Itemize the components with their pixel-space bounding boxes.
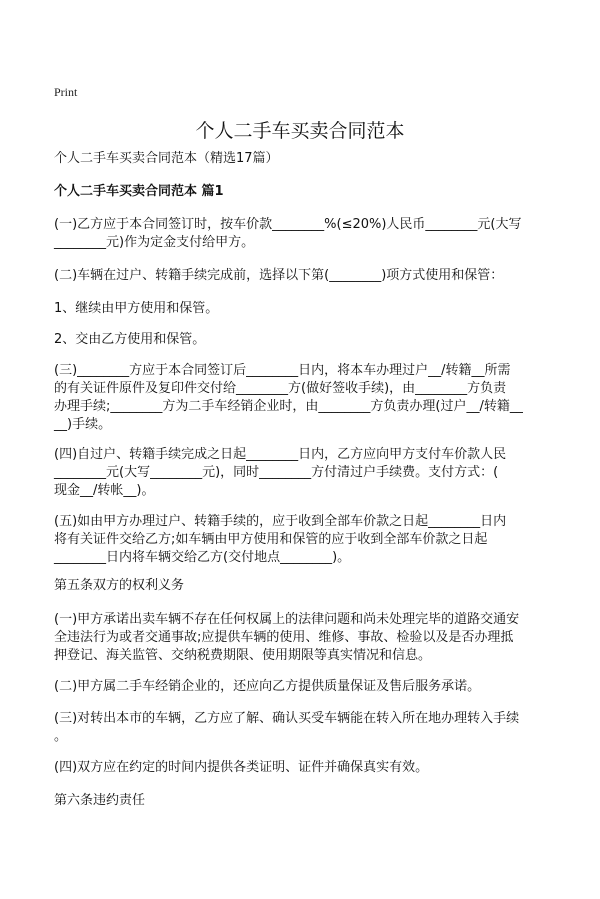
paragraph-line: 办理手续;________方为二手车经销企业时，由________方负责办理(过户__/转籍__	[54, 399, 523, 414]
paragraph-line: (四)双方应在约定的时间内提供各类证明、证件并确保真实有效。	[54, 760, 429, 775]
paragraph-line: 押登记、海关监管、交纳税费期限、使用期限等真实情况和信息。	[54, 648, 432, 663]
paragraph-line: (一)甲方承诺出卖车辆不存在任何权属上的法律问题和尚未处理完毕的道路交通安	[54, 612, 520, 627]
section-heading: 个人二手车买卖合同范本 篇1	[54, 184, 224, 199]
section-label: 第五条双方的权利义务	[54, 578, 185, 593]
paragraph-line: 将有关证件交给乙方;如车辆由甲方使用和保管的应于收到全部车价款之日起	[54, 532, 488, 547]
section-label: 第六条违约责任	[54, 793, 146, 808]
paragraph-line: 现金__/转帐__)。	[54, 483, 155, 498]
paragraph-line: 的有关证件原件及复印件交付给________方(做好签收手续)，由________方负责	[54, 381, 507, 396]
paragraph-line: ________元(大写________元)，同时________方付清过户手续费。支付方式：(	[54, 465, 499, 480]
paragraph-line: 2、交由乙方使用和保管。	[54, 332, 206, 347]
page-title: 个人二手车买卖合同范本	[195, 120, 405, 142]
paragraph-line: __)手续。	[54, 417, 112, 432]
paragraph-line: (五)如由甲方办理过户、转籍手续的，应于收到全部车价款之日起________日内	[54, 514, 507, 529]
paragraph-line: (三)对转出本市的车辆，乙方应了解、确认买受车辆能在转入所在地办理转入手续	[54, 711, 520, 726]
paragraph-line: 。	[54, 729, 68, 744]
paragraph-line: (二)甲方属二手车经销企业的，还应向乙方提供质量保证及售后服务承诺。	[54, 679, 481, 694]
paragraph-line: (四)自过户、转籍手续完成之日起________日内，乙方应向甲方支付车价款人民	[54, 447, 507, 462]
paragraph-line: ________日内将车辆交给乙方(交付地点________)。	[54, 550, 351, 565]
paragraph-line: (二)车辆在过户、转籍手续完成前，选择以下第(________)项方式使用和保管：	[54, 268, 504, 283]
paragraph-line: 全违法行为或者交通事故;应提供车辆的使用、维修、事故、检验以及是否办理抵	[54, 630, 514, 645]
paragraph-line: 1、继续由甲方使用和保管。	[54, 301, 219, 316]
paragraph-line: ________元)作为定金支付给甲方。	[54, 235, 255, 250]
paragraph-line: (三)________方应于本合同签订后________日内，将本车办理过户__/转籍__所需	[54, 363, 511, 378]
subtitle: 个人二手车买卖合同范本（精选17篇）	[54, 151, 279, 166]
print-link[interactable]: Print	[54, 85, 78, 99]
paragraph-line: (一)乙方应于本合同签订时，按车价款________%(≤20%)人民币________元(大写	[54, 217, 522, 232]
